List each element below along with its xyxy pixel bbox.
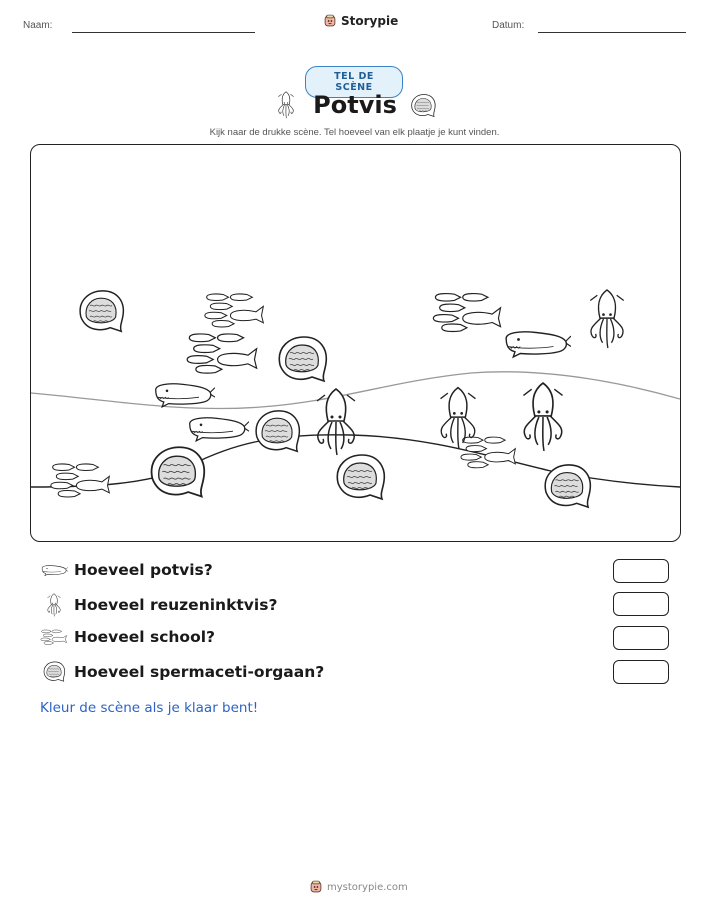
closing-instruction: Kleur de scène als je klaar bent! (40, 700, 259, 716)
brand-name: Storypie (341, 14, 399, 28)
question-text: Hoeveel potvis? (74, 561, 213, 579)
instructions: Kijk naar de drukke scène. Tel hoeveel van elk plaatje je kunt vinden. (209, 127, 500, 138)
answer-box-potvis[interactable] (613, 559, 669, 583)
scene-frame (30, 144, 681, 542)
spermaceti-organ (143, 445, 211, 501)
whale-school (49, 461, 113, 499)
title-organ-icon (408, 93, 438, 119)
question-row (40, 560, 213, 580)
spermaceti-organ (249, 409, 305, 455)
sperm-whale (501, 325, 571, 361)
name-line[interactable] (72, 32, 255, 33)
question-text: Hoeveel spermaceti-orgaan? (74, 663, 325, 681)
sperm-whale (151, 377, 215, 411)
spermaceti-organ (329, 453, 391, 503)
brand-logo (323, 14, 398, 28)
whale-school-icon (40, 627, 68, 647)
whale-school (203, 291, 267, 329)
giant-squid-icon (40, 593, 68, 617)
giant-squid (311, 387, 361, 457)
giant-squid (585, 287, 629, 351)
footer-url[interactable]: mystorypie.com (327, 881, 408, 893)
whale-school (185, 331, 261, 375)
count-scene-badge: TEL DE SCÈNE (305, 66, 403, 98)
question-text: Hoeveel reuzeninktvis? (74, 596, 278, 614)
spermaceti-organ (73, 289, 129, 335)
sperm-whale (185, 411, 249, 445)
answer-box-spermaceti-orgaan[interactable] (613, 660, 669, 684)
storypie-mascot-icon (309, 880, 323, 894)
spermaceti-organ-icon (40, 661, 68, 683)
name-label: Naam: (23, 20, 53, 31)
question-text: Hoeveel school? (74, 628, 216, 646)
question-row (40, 661, 324, 683)
title-squid-icon (272, 91, 300, 119)
answer-box-reuzeninktvis[interactable] (613, 592, 669, 616)
date-line[interactable] (538, 32, 686, 33)
spermaceti-organ (271, 335, 333, 385)
answer-box-school[interactable] (613, 626, 669, 650)
storypie-mascot-icon (323, 14, 337, 28)
sperm-whale-icon (40, 560, 68, 580)
spermaceti-organ (537, 463, 597, 511)
giant-squid (517, 381, 569, 453)
question-row (40, 627, 215, 647)
footer (309, 880, 408, 894)
question-row (40, 593, 277, 617)
whale-school (431, 291, 505, 333)
giant-squid (435, 385, 481, 451)
page-title: Potvis (313, 91, 397, 119)
date-label: Datum: (492, 20, 525, 31)
